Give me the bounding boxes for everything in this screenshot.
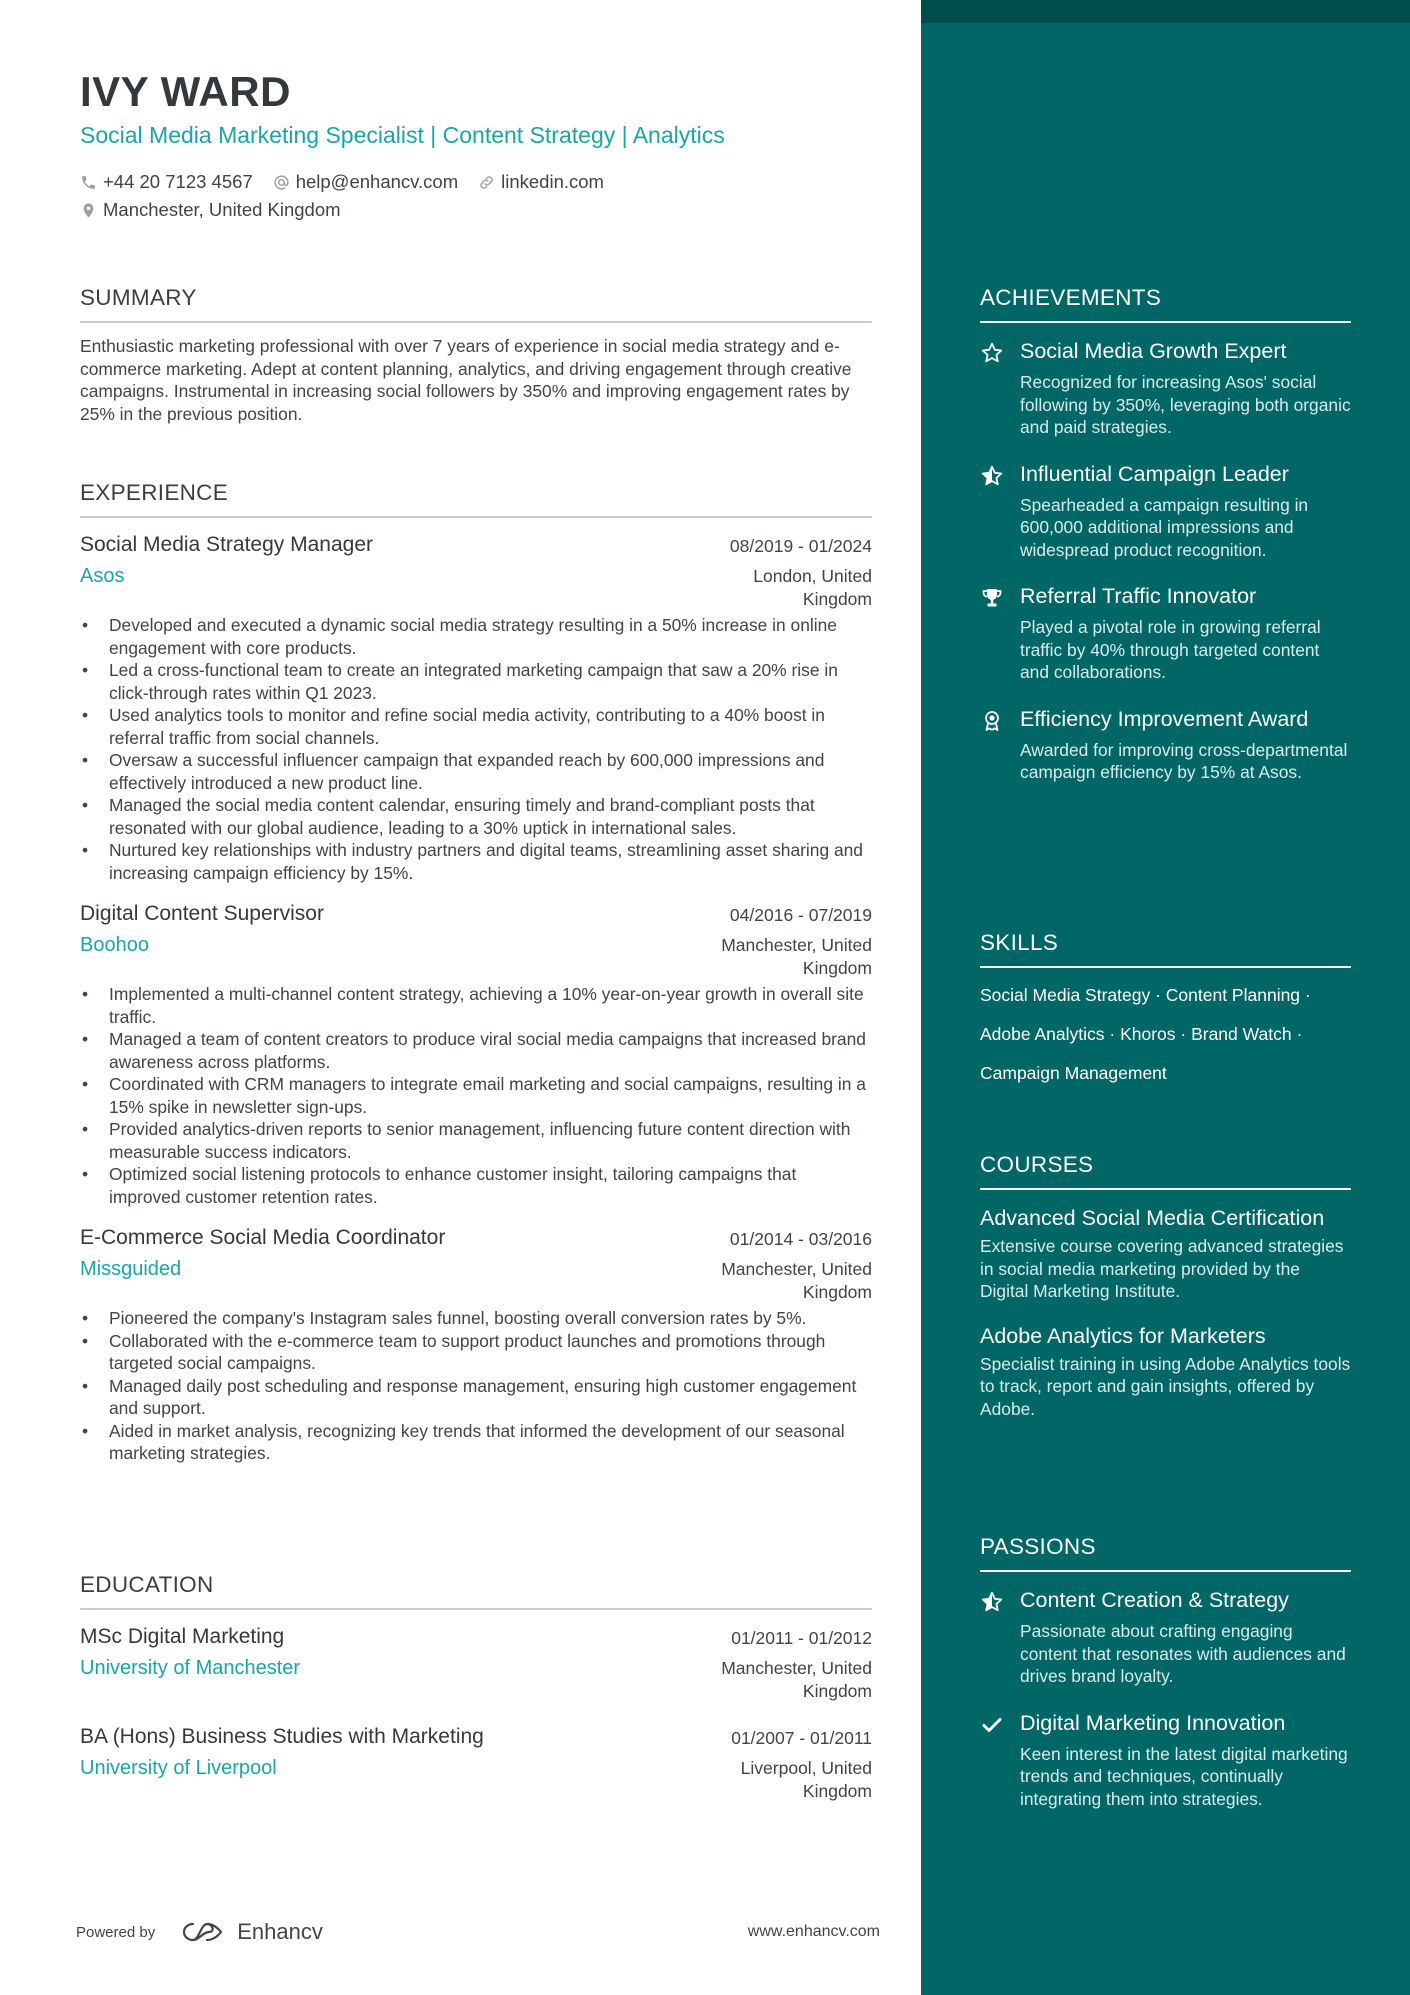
school-name: University of Liverpool — [80, 1757, 277, 1779]
job-dates: 01/2014 - 03/2016 — [729, 1229, 872, 1249]
experience-entry — [80, 902, 872, 1208]
education-dates: 01/2007 - 01/2011 — [731, 1728, 872, 1748]
enhancv-brand: Enhancv — [237, 1919, 323, 1944]
achievement-title: Efficiency Improvement Award — [1020, 706, 1309, 731]
enhancv-logo-icon — [181, 1920, 227, 1944]
bullet-item: • Collaborated with the e-commerce team to support product launches and promotions through targeted social campaigns. — [80, 1330, 872, 1375]
link-text: linkedin.com — [501, 171, 604, 192]
job-title: E-Commerce Social Media Coordinator — [80, 1226, 446, 1249]
passions-section — [980, 1534, 1351, 1810]
powered-by — [76, 1919, 323, 1945]
education-section — [80, 1572, 872, 1802]
bullet-item: • Implemented a multi-channel content strategy, achieving a 10% year-on-year growth in overall site traffic. — [80, 983, 872, 1028]
bullet-item: • Oversaw a successful influencer campaign that expanded reach by 600,000 impressions and effectively introduced a new product line. — [80, 749, 872, 794]
skills-list — [980, 976, 1351, 1093]
experience-entry — [80, 533, 872, 884]
email-text: help@enhancv.com — [295, 171, 459, 192]
job-bullets — [80, 1307, 872, 1465]
star-half-icon — [980, 464, 1004, 488]
enhancv-logo[interactable] — [181, 1919, 323, 1945]
job-location: London, United Kingdom — [753, 566, 872, 609]
experience-section — [80, 480, 872, 1465]
job-bullets — [80, 983, 872, 1208]
course-title: Advanced Social Media Certification — [980, 1206, 1325, 1230]
passion-item — [980, 1710, 1351, 1811]
course-item — [980, 1205, 1351, 1303]
achievement-title: Influential Campaign Leader — [1020, 461, 1289, 486]
contact-location — [80, 199, 341, 221]
section-title: ACHIEVEMENTS — [980, 285, 1351, 323]
education-location: Manchester, United Kingdom — [721, 1658, 872, 1701]
courses-section — [980, 1152, 1351, 1420]
course-title: Adobe Analytics for Marketers — [980, 1323, 1266, 1348]
checkmark-icon — [980, 1713, 1004, 1737]
bullet-item: • Managed a team of content creators to produce viral social media campaigns that increased brand awareness across platforms. — [80, 1028, 872, 1073]
bullet-item: • Aided in market analysis, recognizing key trends that informed the development of our seasonal marketing strategies. — [80, 1420, 872, 1465]
education-location: Liverpool, United Kingdom — [740, 1758, 872, 1801]
bullet-item: • Nurtured key relationships with industry partners and digital teams, streamlining asset sharing and increasing campaign efficiency by 15%. — [80, 839, 872, 884]
passion-title: Content Creation & Strategy — [1020, 1588, 1289, 1612]
skills-line: Adobe Analytics · Khoros · Brand Watch · — [980, 1024, 1303, 1044]
link-icon — [478, 174, 495, 191]
skills-line: Campaign Management — [980, 1063, 1167, 1083]
achievement-desc: Recognized for increasing Asos' social following by 350%, leveraging both organic and paid strategies. — [1020, 372, 1351, 437]
degree-title: BA (Hons) Business Studies with Marketing — [80, 1725, 484, 1748]
passion-title: Digital Marketing Innovation — [1020, 1710, 1286, 1735]
company-name: Boohoo — [80, 934, 149, 956]
education-dates: 01/2011 - 01/2012 — [731, 1628, 872, 1648]
bullet-item: • Provided analytics-driven reports to senior management, influencing future content direction with measurable success indicators. — [80, 1118, 872, 1163]
course-item — [980, 1323, 1351, 1421]
achievement-title: Social Media Growth Expert — [1020, 339, 1287, 363]
bullet-item: • Used analytics tools to monitor and refine social media activity, contributing to a 40% boost in referral traffic from social channels. — [80, 704, 872, 749]
section-title: SKILLS — [980, 930, 1351, 968]
award-ribbon-icon — [980, 709, 1004, 733]
degree-title: MSc Digital Marketing — [80, 1625, 285, 1648]
star-outline-icon — [980, 341, 1004, 365]
bullet-item: • Managed the social media content calendar, ensuring timely and brand-compliant posts that resonated with our global audience, leading to a 30% uptick in international sales. — [80, 794, 872, 839]
school-name: University of Manchester — [80, 1657, 301, 1679]
sidebar-top-band — [921, 0, 1410, 23]
bullet-item: • Led a cross-functional team to create an integrated marketing campaign that saw a 20% rise in click-through rates within Q1 2023. — [80, 659, 872, 704]
achievement-item — [980, 461, 1351, 562]
phone-icon — [80, 174, 97, 191]
contact-email[interactable] — [273, 171, 458, 193]
section-title: PASSIONS — [980, 1534, 1351, 1572]
job-dates: 04/2016 - 07/2019 — [729, 905, 872, 925]
candidate-headline: Social Media Marketing Specialist | Content Strategy | Analytics — [80, 122, 725, 148]
trophy-icon — [980, 586, 1004, 610]
company-name: Missguided — [80, 1258, 182, 1280]
passion-desc: Keen interest in the latest digital marketing trends and techniques, continually integrating them into strategies. — [1020, 1743, 1348, 1809]
achievement-title: Referral Traffic Innovator — [1020, 584, 1257, 608]
achievement-item — [980, 706, 1351, 784]
section-title: SUMMARY — [80, 285, 872, 323]
education-entry — [80, 1625, 872, 1702]
bullet-item: • Managed daily post scheduling and response management, ensuring high customer engagement and support. — [80, 1375, 872, 1420]
bullet-item: • Optimized social listening protocols to enhance customer insight, tailoring campaigns that improved customer retention rates. — [80, 1163, 872, 1208]
course-desc: Specialist training in using Adobe Analytics tools to track, report and gain insights, offered by Adobe. — [980, 1353, 1351, 1419]
bullet-item: • Developed and executed a dynamic social media strategy resulting in a 50% increase in online engagement with core products. — [80, 614, 872, 659]
job-bullets — [80, 614, 872, 884]
job-title: Digital Content Supervisor — [80, 902, 324, 925]
education-entry — [80, 1725, 872, 1802]
bullet-item: • Coordinated with CRM managers to integrate email marketing and social campaigns, resulting in a 15% spike in newsletter sign-ups. — [80, 1073, 872, 1118]
footer — [76, 1918, 880, 1946]
company-name: Asos — [80, 565, 125, 587]
passion-item — [980, 1587, 1351, 1688]
summary-text: Enthusiastic marketing professional with over 7 years of experience in social media strategy and e-commerce marketing. Adept at content planning, analytics, and driving engagement through creative campaigns. Instrumental in increasing social followers by 350% and improving engagement rates by 25% in the previous position. — [80, 336, 852, 424]
passion-desc: Passionate about crafting engaging content that resonates with audiences and drives brand loyalty. — [1020, 1621, 1346, 1686]
location-pin-icon — [80, 202, 97, 219]
skills-section — [980, 930, 1351, 1093]
sidebar — [921, 0, 1410, 1995]
achievement-item — [980, 338, 1351, 439]
phone-text: +44 20 7123 4567 — [103, 171, 253, 192]
achievement-item — [980, 583, 1351, 684]
achievement-desc: Spearheaded a campaign resulting in 600,000 additional impressions and widespread product recognition. — [1020, 494, 1309, 560]
powered-by-label: Powered by — [76, 1923, 156, 1941]
achievement-desc: Played a pivotal role in growing referral traffic by 40% through targeted content and collaborations. — [1020, 617, 1321, 682]
skills-line: Social Media Strategy · Content Planning · — [980, 985, 1311, 1005]
job-title: Social Media Strategy Manager — [80, 533, 373, 556]
bullet-item: • Pioneered the company's Instagram sales funnel, boosting overall conversion rates by 5%. — [80, 1307, 872, 1330]
star-half-icon — [980, 1590, 1004, 1614]
at-icon — [273, 174, 290, 191]
job-location: Manchester, United Kingdom — [721, 1259, 872, 1302]
section-title: COURSES — [980, 1152, 1351, 1190]
achievements-section — [980, 285, 1351, 784]
job-location: Manchester, United Kingdom — [721, 935, 872, 978]
footer-site[interactable]: www.enhancv.com — [747, 1923, 880, 1940]
contact-link[interactable] — [478, 171, 604, 193]
experience-entry — [80, 1226, 872, 1465]
course-desc: Extensive course covering advanced strategies in social media marketing provided by the Digital Marketing Institute. — [980, 1236, 1344, 1301]
contact-phone[interactable] — [80, 171, 253, 193]
achievement-desc: Awarded for improving cross-departmental campaign efficiency by 15% at Asos. — [1020, 739, 1348, 782]
job-dates: 08/2019 - 01/2024 — [729, 536, 872, 556]
contact-info — [80, 168, 624, 224]
section-title: EDUCATION — [80, 1572, 872, 1610]
summary-section — [80, 285, 872, 425]
section-title: EXPERIENCE — [80, 480, 872, 518]
location-text: Manchester, United Kingdom — [103, 199, 341, 220]
candidate-name: IVY WARD — [80, 68, 291, 115]
